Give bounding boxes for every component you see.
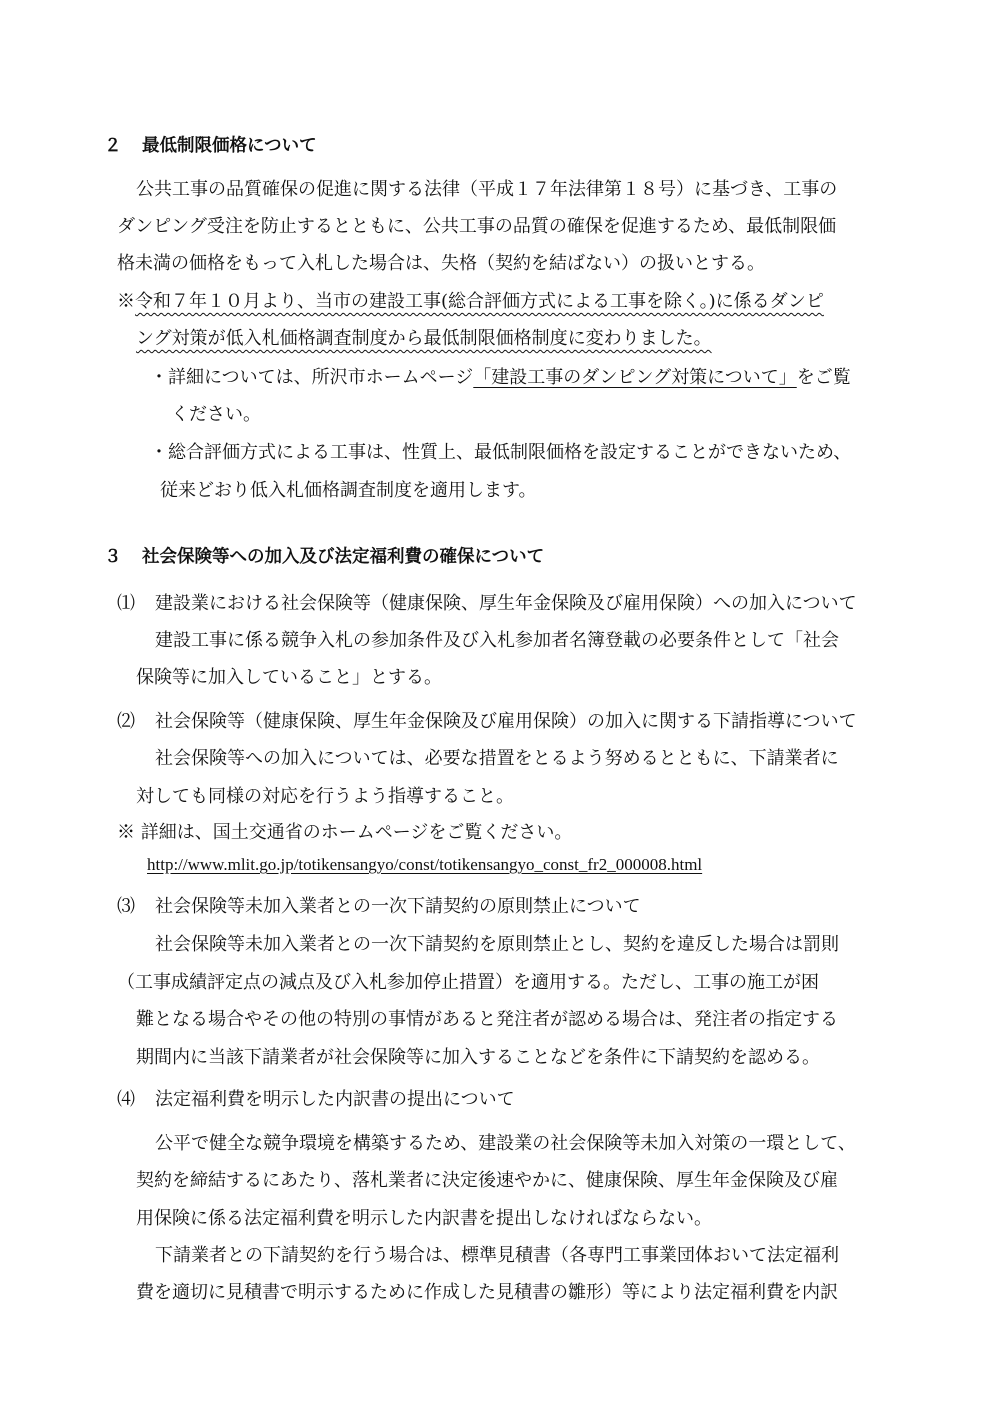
note-text: 詳細は、国土交通省のホームページをご覧ください。 [140, 822, 573, 843]
item-line: 下請業者との下請契約を行う場合は、標準見積書（各専門工事業団体おいて法定福利 [155, 1245, 839, 1266]
paragraph-line: 格未満の価格をもって入札した場合は、失格（契約を結ばない）の扱いとする。 [117, 253, 765, 274]
section-title: 社会保険等への加入及び法定福利費の確保について [142, 547, 545, 567]
paragraph-line: 公共工事の品質確保の促進に関する法律（平成１７年法律第１８号）に基づき、工事の [136, 179, 838, 200]
note-line: ング対策が低入札価格調査制度から最低制限価格制度に変わりました。 [136, 328, 712, 349]
note-mark: ※ [117, 291, 135, 312]
item-line: 社会保険等への加入については、必要な措置をとるよう努めるとともに、下請業者に [155, 748, 839, 769]
bullet-text: をご覧 [796, 367, 851, 388]
item-line: 契約を締結するにあたり、落札業者に決定後速やかに、健康保険、厚生年金保険及び雇 [136, 1170, 838, 1191]
item-line: （工事成績評定点の減点及び入札参加停止措置）を適用する。ただし、工事の施工が困 [117, 972, 819, 993]
bullet-continuation: 従来どおり低入札価格調査制度を適用します。 [160, 480, 537, 501]
section-title: 最低制限価格について [142, 136, 317, 156]
item-title: 法定福利費を明示した内訳書の提出について [155, 1089, 515, 1110]
note-line [117, 821, 572, 845]
mlit-url-link[interactable]: http://www.mlit.go.jp/totikensangyo/const/totikensangyo_const_fr2_000008.html [147, 855, 703, 874]
note-text: 令和７年１０月より、当市の建設工事(総合評価方式による工事を除く。)に係るダンピ [135, 291, 824, 312]
bullet-comprehensive: ・総合評価方式による工事は、性質上、最低制限価格を設定することができないため、 [150, 442, 852, 463]
item-number: ⑶ [117, 896, 135, 917]
item-1-title [117, 592, 857, 616]
paragraph-line: ダンピング受注を防止するとともに、公共工事の品質の確保を促進するため、最低制限価 [117, 216, 837, 237]
item-line: 期間内に当該下請業者が社会保険等に加入することなどを条件に下請契約を認める。 [136, 1047, 820, 1068]
item-line: 建設工事に係る競争入札の参加条件及び入札参加者名簿登載の必要条件として「社会 [155, 630, 839, 651]
section-2-heading [104, 134, 317, 158]
item-4-title [117, 1088, 515, 1112]
item-title: 建設業における社会保険等（健康保険、厚生年金保険及び雇用保険）への加入について [155, 593, 857, 614]
bullet-detail [150, 366, 851, 390]
bullet-continuation: ください。 [171, 404, 261, 425]
bullet-text: ・詳細については、所沢市ホームページ [150, 367, 474, 388]
note-mark: ※ [117, 822, 135, 843]
item-line: 公平で健全な競争環境を構築するため、建設業の社会保険等未加入対策の一環として、 [155, 1133, 856, 1154]
item-number: ⑵ [117, 711, 135, 732]
note-line [117, 290, 824, 314]
item-line: 社会保険等未加入業者との一次下請契約を原則禁止とし、契約を違反した場合は罰則 [155, 934, 839, 955]
item-line: 難となる場合やその他の特別の事情があると発注者が認める場合は、発注者の指定する [136, 1009, 838, 1030]
item-2-title [117, 710, 857, 734]
item-title: 社会保険等（健康保険、厚生年金保険及び雇用保険）の加入に関する下請指導について [155, 711, 857, 732]
item-line: 用保険に係る法定福利費を明示した内訳書を提出しなければならない。 [136, 1208, 712, 1229]
item-line: 保険等に加入していること」とする。 [136, 667, 442, 688]
section-number: ３ [104, 547, 122, 567]
section-3-heading [104, 545, 544, 569]
item-title: 社会保険等未加入業者との一次下請契約の原則禁止について [155, 896, 641, 917]
item-number: ⑴ [117, 593, 135, 614]
item-line: 費を適切に見積書で明示するために作成した見積書の雛形）等により法定福利費を内訳 [136, 1282, 838, 1303]
dumping-measures-link[interactable]: 「建設工事のダンピング対策について」 [473, 367, 797, 388]
section-number: ２ [104, 136, 122, 156]
item-number: ⑷ [117, 1089, 135, 1110]
item-3-title [117, 895, 641, 919]
item-line: 対しても同様の対応を行うよう指導すること。 [136, 786, 514, 807]
